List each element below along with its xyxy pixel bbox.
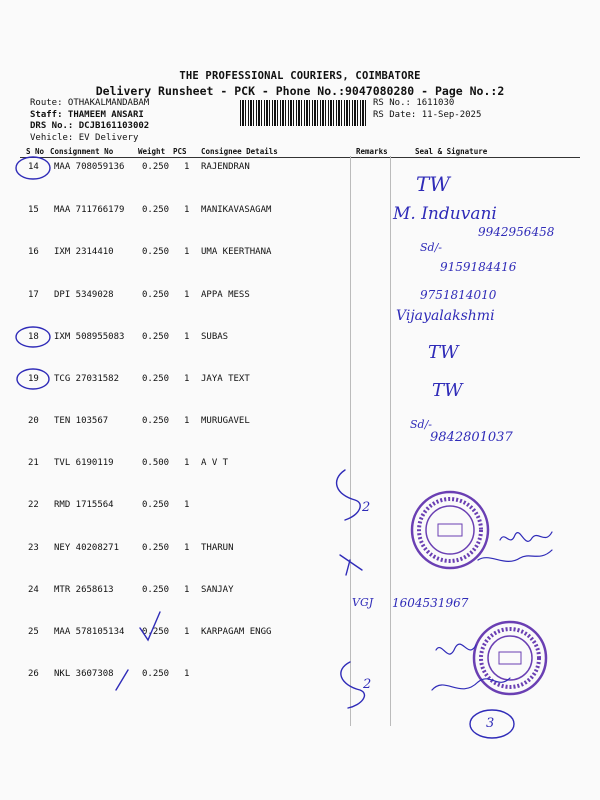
handwriting-sign: TW (428, 342, 459, 363)
row-consignment: NEY 40208271 (54, 543, 120, 553)
col-pcs: PCS (173, 147, 187, 156)
row-sno: 24 (28, 585, 39, 595)
handwriting-mark: 2 (362, 500, 371, 515)
signature-scribble (478, 550, 552, 561)
row-weight: 0.250 (142, 162, 170, 172)
signature-scribble (436, 644, 476, 654)
signature-scribble (500, 532, 552, 541)
col-sno: S No (26, 147, 45, 156)
row-consignee: MURUGAVEL (201, 416, 250, 426)
route-label: Route: OTHAKALMANDABAM (30, 98, 150, 108)
row-pcs: 1 (184, 247, 190, 257)
row-sno: 26 (28, 669, 39, 679)
handwriting-sign: TW (432, 380, 463, 401)
row-consignee: SANJAY (201, 585, 234, 595)
row-weight: 0.250 (142, 205, 170, 215)
row-weight: 0.250 (142, 500, 170, 510)
staff-label: Staff: THAMEEM ANSARI (30, 109, 144, 120)
row-sno: 17 (28, 290, 39, 300)
row-weight: 0.250 (142, 416, 170, 426)
row-consignment: MAA 708059136 (54, 162, 125, 172)
handwriting-phone: 9942956458 (478, 225, 555, 239)
row-weight: 0.250 (142, 374, 170, 384)
col-consignment: Consignment No (50, 147, 114, 156)
row-pcs: 1 (184, 416, 190, 426)
row-sno: 25 (28, 627, 39, 637)
vehicle-label: Vehicle: EV Delivery (30, 132, 139, 143)
row-consignment: TCG 27031582 (54, 374, 120, 384)
row-sno: 22 (28, 500, 39, 510)
row-consignee: UMA KEERTHANA (201, 247, 272, 257)
row-weight: 0.250 (142, 247, 170, 257)
row-sno: 19 (28, 374, 39, 384)
row-sno: 15 (28, 205, 39, 215)
handwriting-phone: 9159184416 (440, 260, 517, 274)
col-remarks: Remarks (356, 147, 388, 156)
row-consignment: DPI 5349028 (54, 290, 114, 300)
row-pcs: 1 (184, 500, 190, 510)
row-consignment: RMD 1715564 (54, 500, 114, 510)
row-weight: 0.250 (142, 585, 170, 595)
row-weight: 0.250 (142, 290, 170, 300)
row-consignee: A V T (201, 458, 229, 468)
row-consignee: JAYA TEXT (201, 374, 250, 384)
row-pcs: 1 (184, 290, 190, 300)
row-consignment: TEN 103567 (54, 416, 109, 426)
handwriting-phone: 9751814010 (420, 288, 497, 302)
row-sno: 14 (28, 162, 39, 172)
row-consignment: MAA 578105134 (54, 627, 125, 637)
row-consignment: IXM 508955083 (54, 332, 125, 342)
handwriting-sign: TW (416, 172, 450, 196)
handwriting-phone: 1604531967 (392, 596, 469, 610)
row-weight: 0.250 (142, 332, 170, 342)
row-consignee: APPA MESS (201, 290, 250, 300)
row-weight: 0.250 (142, 627, 170, 637)
handwriting-sign: Sd/- (410, 418, 432, 431)
row-weight: 0.250 (142, 669, 170, 679)
row-consignee: KARPAGAM ENGG (201, 627, 272, 637)
row-pcs: 1 (184, 374, 190, 384)
row-pcs: 1 (184, 669, 190, 679)
row-consignee: MANIKAVASAGAM (201, 205, 272, 215)
page-tally-mark: 3 (486, 716, 495, 731)
row-sno: 23 (28, 543, 39, 553)
row-consignment: TVL 6190119 (54, 458, 114, 468)
drs-label: DRS No.: DCJB161103002 (30, 121, 150, 131)
row-pcs: 1 (184, 162, 190, 172)
col-seal: Seal & Signature (415, 147, 488, 156)
col-weight: Weight (138, 147, 166, 156)
row-pcs: 1 (184, 543, 190, 553)
row-consignee: SUBAS (201, 332, 229, 342)
row-consignment: MAA 711766179 (54, 205, 125, 215)
row-sno: 16 (28, 247, 39, 257)
row-consignment: IXM 2314410 (54, 247, 114, 257)
row-pcs: 1 (184, 627, 190, 637)
row-consignee: RAJENDRAN (201, 162, 250, 172)
company-title: THE PROFESSIONAL COURIERS, COIMBATORE (179, 70, 421, 82)
row-consignee: THARUN (201, 543, 234, 553)
row-sno: 20 (28, 416, 39, 426)
row-weight: 0.250 (142, 543, 170, 553)
col-consignee: Consignee Details (201, 147, 278, 156)
handwriting-mark: 2 (363, 677, 372, 692)
handwriting-sign: VGJ (352, 596, 374, 609)
row-sno: 18 (28, 332, 39, 342)
signature-scribble (432, 678, 510, 690)
handwriting-sign: Vijayalakshmi (396, 308, 495, 324)
handwriting-phone: 9842801037 (430, 430, 513, 445)
row-pcs: 1 (184, 332, 190, 342)
handwriting-sign: Sd/- (420, 241, 442, 254)
row-sno: 21 (28, 458, 39, 468)
handwriting-sign: M. Induvani (393, 204, 497, 224)
row-pcs: 1 (184, 205, 190, 215)
rs-date: RS Date: 11-Sep-2025 (373, 109, 482, 120)
row-pcs: 1 (184, 585, 190, 595)
row-pcs: 1 (184, 458, 190, 468)
row-consignment: MTR 2658613 (54, 585, 114, 595)
rs-number: RS No.: 1611030 (373, 98, 455, 108)
runsheet-subtitle: Delivery Runsheet - PCK - Phone No.:9047080280 - Page No.:2 (95, 84, 505, 98)
row-consignment: NKL 3607308 (54, 669, 114, 679)
row-weight: 0.500 (142, 458, 170, 468)
